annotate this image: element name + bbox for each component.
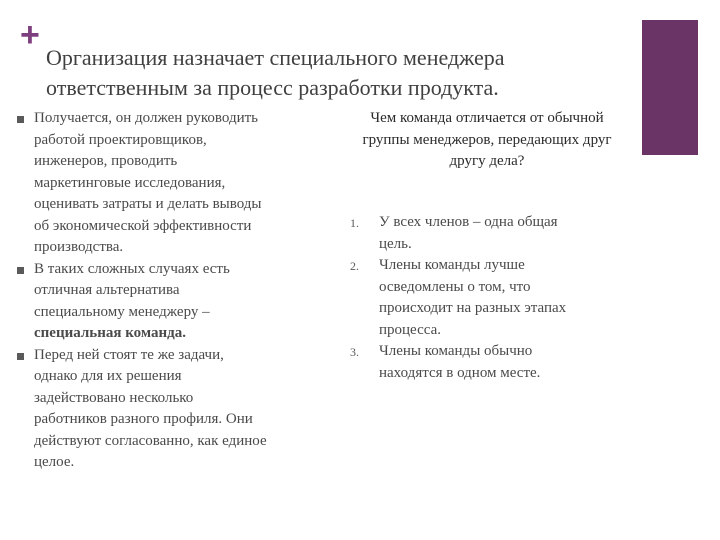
text-line: процесса. bbox=[379, 321, 441, 338]
list-item bbox=[14, 259, 324, 345]
text-line: группы менеджеров, передающих друг bbox=[362, 131, 612, 148]
square-bullet-icon bbox=[17, 267, 24, 274]
text-line: другу дела? bbox=[449, 153, 525, 169]
text-line: У всех членов – одна общая bbox=[379, 214, 558, 230]
text-line: оценивать затраты и делать выводы bbox=[34, 196, 262, 212]
list-item bbox=[14, 108, 324, 259]
title-line: Организация назначает специального менеджера bbox=[46, 45, 505, 70]
text-line: целое. bbox=[34, 454, 75, 470]
left-bullet-list bbox=[14, 108, 324, 474]
text-line: производства. bbox=[34, 239, 124, 255]
plus-icon: + bbox=[20, 16, 40, 54]
answer-numbered-list bbox=[350, 212, 640, 384]
text-line: Чем команда отличается от обычной bbox=[370, 110, 604, 126]
text-line: В таких сложных случаях есть bbox=[34, 260, 230, 277]
text-line: инженеров, проводить bbox=[34, 153, 178, 169]
text-line: Получается, он должен руководить bbox=[34, 110, 259, 126]
text-line: находятся в одном месте. bbox=[379, 364, 541, 381]
text-line: Перед ней стоят те же задачи, bbox=[34, 346, 224, 363]
text-line: маркетинговые исследования, bbox=[34, 174, 226, 191]
emphasis-text: специальная команда. bbox=[34, 325, 186, 341]
text-line: работой проектировщиков, bbox=[34, 131, 207, 148]
text-line: осведомлены о том, что bbox=[379, 278, 531, 295]
list-item bbox=[350, 255, 640, 341]
square-bullet-icon bbox=[17, 116, 24, 123]
question-heading bbox=[332, 108, 642, 173]
list-number: 1. bbox=[350, 216, 359, 230]
text-line: однако для их решения bbox=[34, 368, 182, 384]
slide-title bbox=[46, 43, 626, 103]
text-line: Члены команды лучше bbox=[379, 257, 525, 273]
list-number: 3. bbox=[350, 345, 359, 359]
list-item bbox=[350, 341, 640, 384]
text-line: задействовано несколько bbox=[34, 389, 194, 406]
text-line: специальному менеджеру – bbox=[34, 303, 210, 320]
title-line: ответственным за процесс разработки продукта. bbox=[46, 75, 499, 100]
list-item bbox=[350, 212, 640, 255]
text-line: об экономической эффективности bbox=[34, 217, 252, 234]
accent-bar bbox=[642, 20, 698, 155]
list-number: 2. bbox=[350, 259, 359, 273]
text-line: работников разного профиля. Они bbox=[34, 411, 253, 427]
text-line: отличная альтернатива bbox=[34, 282, 180, 298]
text-line: цель. bbox=[379, 235, 412, 252]
text-line: Члены команды обычно bbox=[379, 343, 533, 359]
square-bullet-icon bbox=[17, 353, 24, 360]
list-item bbox=[14, 345, 324, 474]
text-line: действуют согласованно, как единое bbox=[34, 432, 267, 449]
text-line: происходит на разных этапах bbox=[379, 300, 567, 316]
